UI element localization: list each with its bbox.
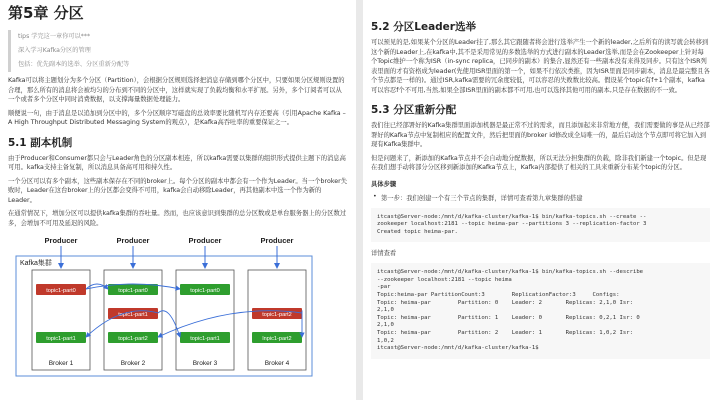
tips-line: 包括：优先副本的选举、分区重新分配等 [18,61,130,68]
code-block: itcast@Server-node:/mnt/d/kafka-cluster/kafka-1$ bin/kafka-topics.sh --describe --zookeeper localhost:2181 --topic heima -par Topic:heima-par PartitionCount:3 ReplicationFactor:3 Configs: Topic: heima-par Partition: 0 Leader: 2 Replicas: 2,1,0 Isr: 2,1,0 Topic: heima-par Partition: 1 Leader: 0 Replicas: 0,2,1 Isr: 0 2,1,0 Topic: heima-par Partition: 2 Leader: 1 Replicas: 1,0,2 Isr: 1,0,2 itcast@Server-node:/mnt/d/kafka-cluster/kafka-1$ [371,263,710,359]
broker-label: Broker 2 [120,360,146,367]
producer-label: Producer [44,236,78,245]
broker-label: Broker 1 [48,360,74,367]
body-paragraph: 但是问题来了，新添加的Kafka节点并不会自动地分配数据，所以无法分担集群的负载，除非我们新建一个topic。但是现在我们想手动将部分分区移到新添加的Kafka节点上，Kafka内部提供了相关的工具来重新分布某个topic的分区。 [371,154,707,171]
producer-label: Producer [260,236,294,245]
body-paragraph: 我们往已经部署好的Kafka集群里面添加机器是最正常不过的需求，而且添加起来非常地方便，我们需要做的事是从已经部署好的Kafka节点中复制相应的配置文件，然后把里面的broker id修改成全局唯一的，最后启动这个节点即可将它加入到现有Kafka集群中。 [371,122,710,148]
section-title: 5.2 分区Leader选举 [371,21,476,33]
section-title: 5.1 副本机制 [8,136,73,149]
right-page [363,0,720,400]
partition-label: topic1-part0 [190,288,220,294]
chapter-title: 第5章 分区 [8,4,84,22]
detail-label: 详情查看 [371,250,397,258]
cluster-label: Kafka集群 [20,260,52,267]
partition-label: lnpic1-part2 [262,336,292,342]
producer-label: Producer [116,236,150,245]
partition-label: topic1-part1 [46,336,76,342]
body-paragraph: 在通常情况下，增加分区可以提供kafka集群的吞吐量。然而，也应该意识到集群的总分区数或是单台服务器上的分区数过多，会增加不可用及延迟的风险。 [8,210,347,227]
partition-label: topic1-part1 [190,336,220,342]
code-block: itcast@Server-node:/mnt/d/kafka-cluster/kafka-1$ bin/kafka-topics.sh --create -- zookeeper localhost:2181 --topic heima-par --partitions 3 --replication-factor 3 Created topic heima-par. [371,208,710,243]
broker-box [248,270,306,370]
broker-label: Broker 3 [192,360,218,367]
producer-label: Producer [188,236,222,245]
partition-label: topic1-part2 [118,336,148,342]
partition-label: topic1-part0 [118,288,148,294]
body-paragraph: 由于Producer和Consumer都只会与Leader角色的分区副本相连，所以kafka需要以集群的组织形式提供主题下的消息高可用。kafka支持主备复制，所以消息具备高可用和持久性。 [8,154,346,171]
steps-label: 具体步骤 [371,180,397,188]
body-paragraph: 一个分区可以有多个副本，这些副本保存在不同的broker上。每个分区的副本中都会有一个作为Leader。当一个broker失败时，Leader在这台broker上的分区都会变得不可用，kafka会自动移除Leader，再其他副本中选一个作为新的Leader。 [8,177,348,204]
broker-label: Broker 4 [264,360,290,367]
kafka-cluster-diagram [14,234,314,378]
tips-block [8,30,348,72]
partition-label: topic1-part0 [46,288,76,294]
diagram-svg [14,234,314,378]
section-title: 5.3 分区重新分配 [371,104,457,116]
body-paragraph: 可以预见的是,如果某个分区的Leader挂了,那么其它跟随者将会进行选举产生一个新的leader,之后所有的读写就会转移到这个新的Leader上,在kafka中,其不是采用常见的多数选举的方式进行副本的Leader选举,而是会在Zookeeper上针对每个Topic维护一个称为ISR（in-sync replica，已同步的副本）的集合,显然还有一些副本没有来得及同步。只有这个ISR列表里面的才有资格成为leader(先使用ISR里面的第一个，如果不行依次类推，因为ISR里面是同步副本，消息是最完整且各个节点都是一样的)。通过ISR,kafka需要的冗余度较低，可以容忍的失败数比较高。假设某个topic有f+1个副本，kafka可以容忍f个不可用,当然,如果全部ISR里面的副本都不可用,也可以选择其他可用的副本,只是存在数据的不一致。 [371,39,710,94]
tips-line: 深入学习Kafka分区的管理 [18,47,91,54]
intro-paragraph: 顺便说一句，由于消息是以追加到分区中的，多个分区顺序写磁盘的总效率要比随机写内存还要高（引用Apache Kafka – A High Throughput Distributed Messaging System的观点），是Kafka高吞吐率的重要保证之一。 [8,109,346,126]
step-item: • 第一步：我们创建一个有三个节点的集群，详情可查看第九章集群的搭建 [371,193,710,202]
partition-label: topic1-part2 [262,312,292,318]
partition-label: topic1-part1 [118,312,148,318]
intro-paragraph: Kafka可以将主题划分为多个分区（Partition），会根据分区规则选择把消息存储到哪个分区中，只要如果分区规则设置的合理，那么所有的消息将会被均匀的分布到不同的分区中，这样就实现了负载均衡和水平扩展。另外，多个订阅者可以从一个或者多个分区中同时消费数据，以支撑海量数据处理能力。 [8,77,345,103]
left-page [0,0,356,400]
tips-line: tips 学完这一章你可以*** [18,33,91,40]
